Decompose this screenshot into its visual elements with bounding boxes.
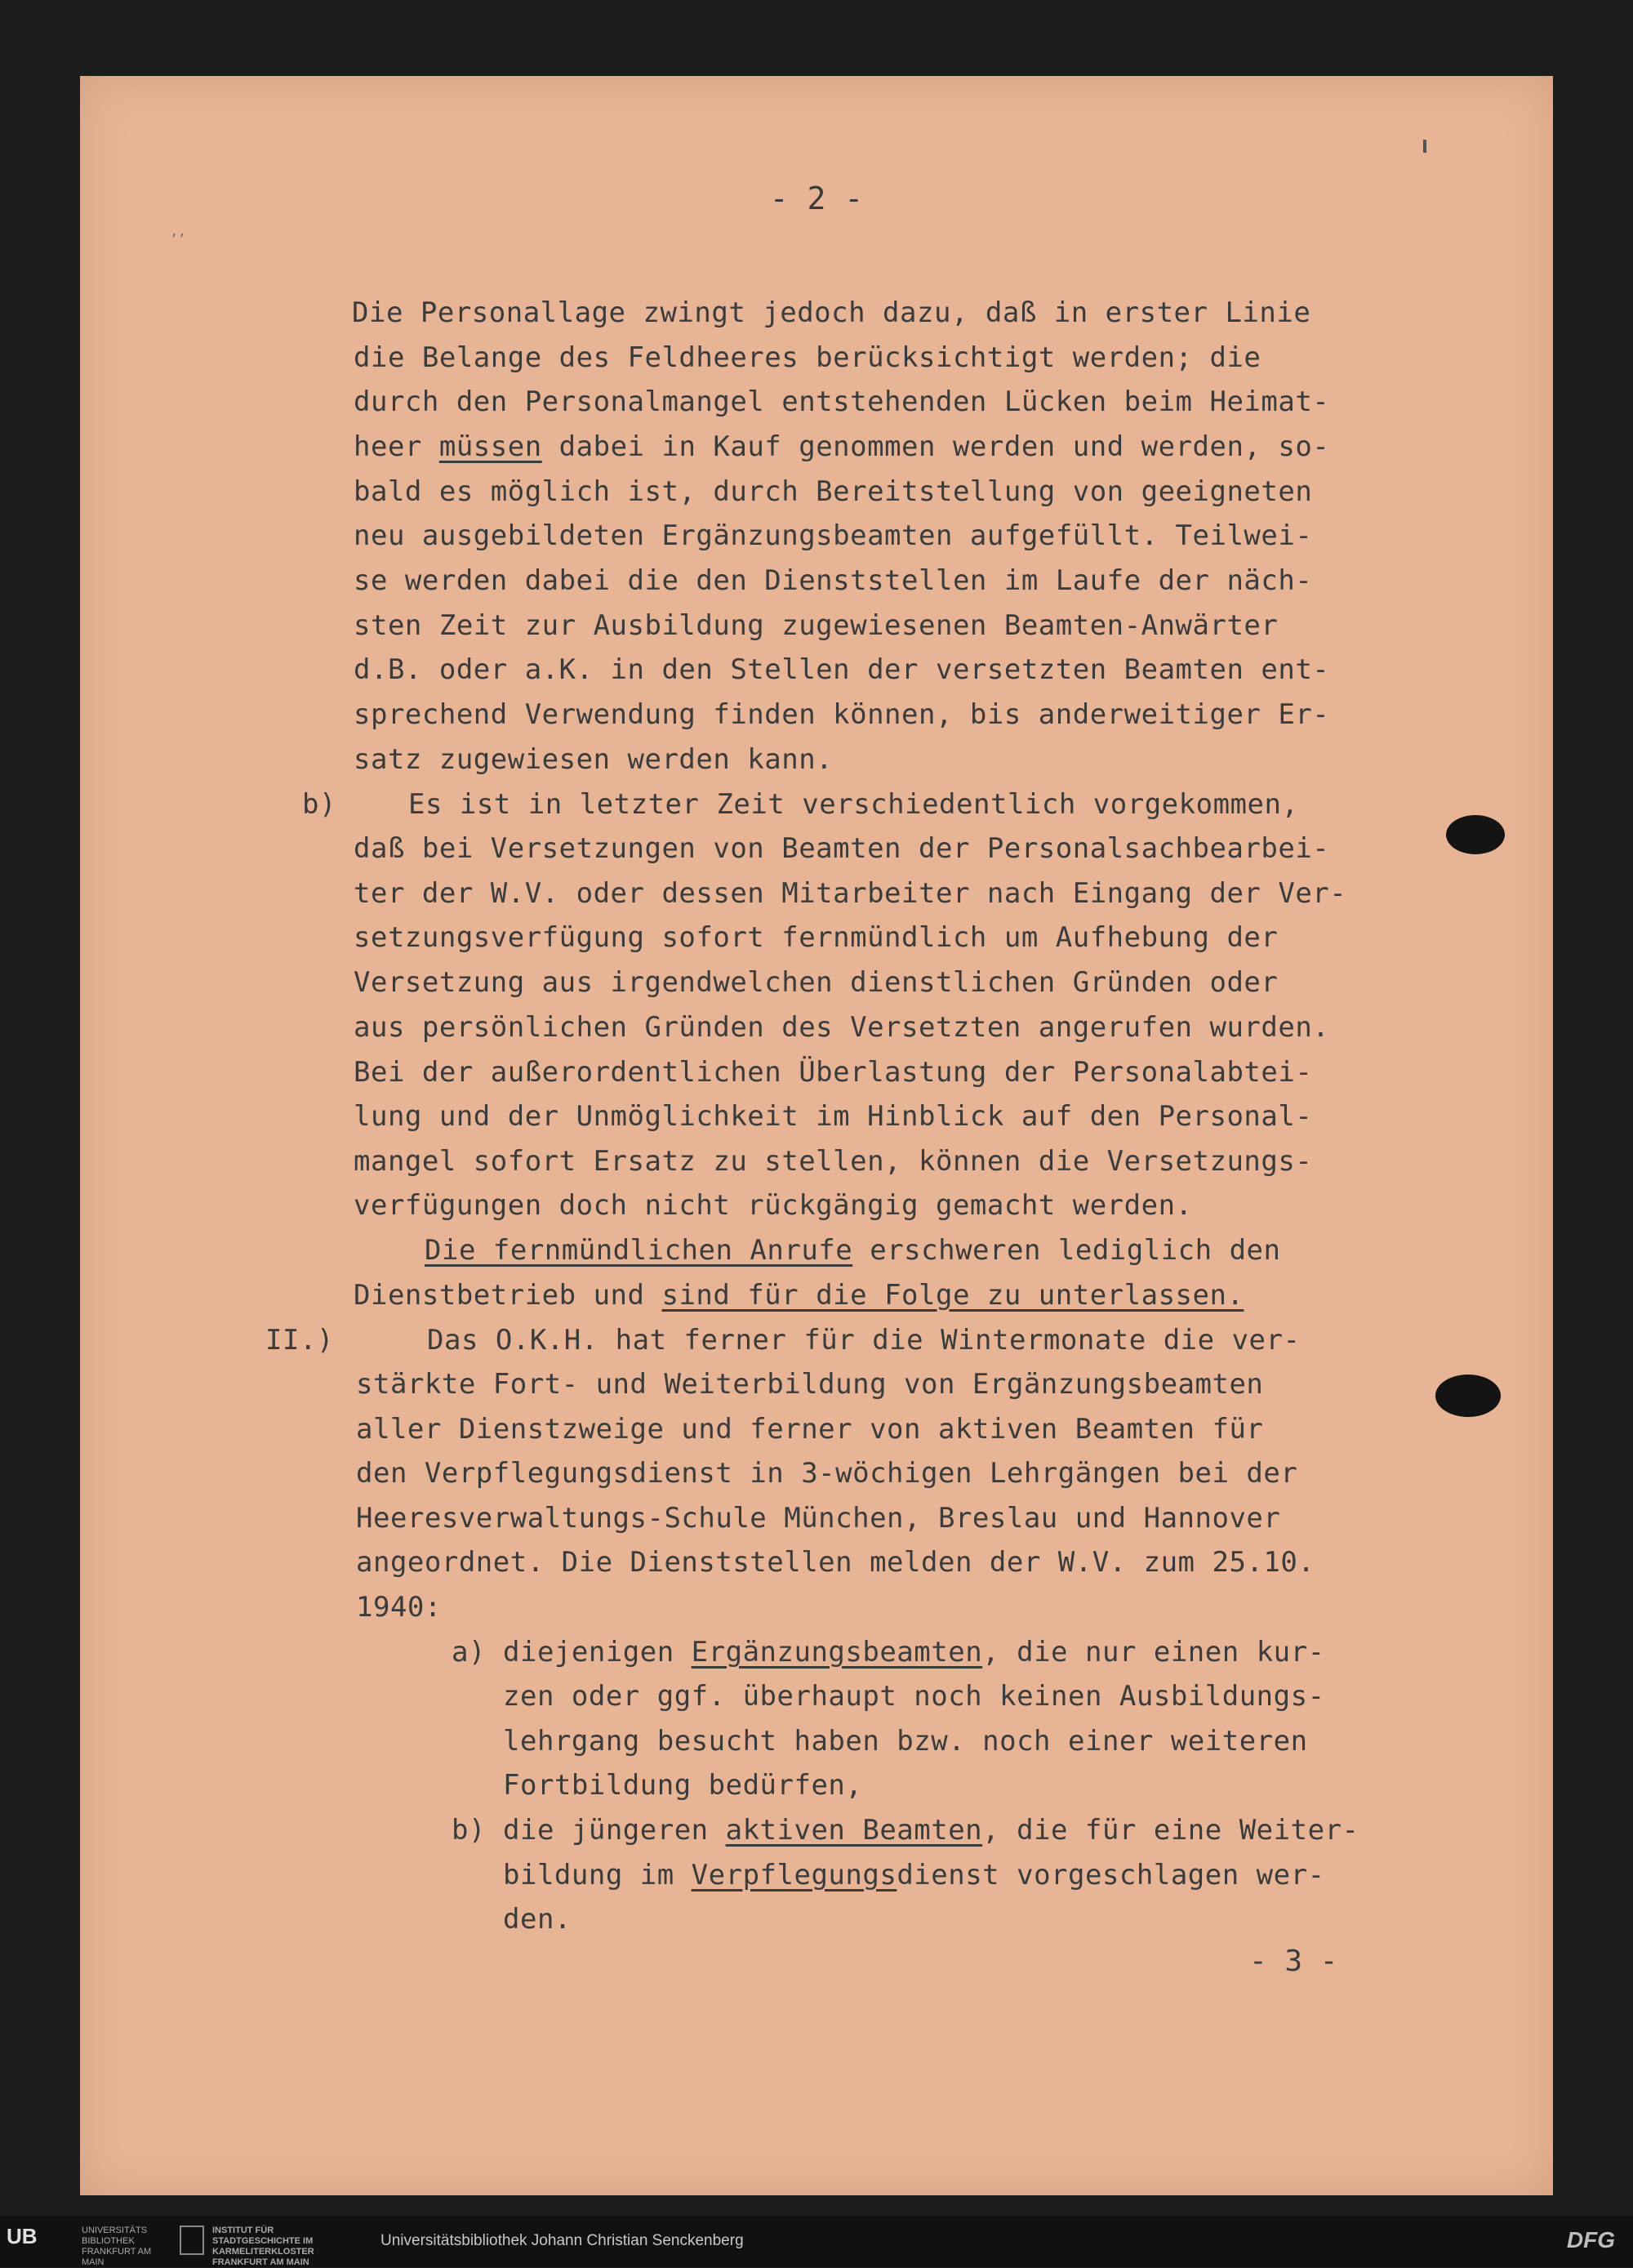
body-line: diejenigen Ergänzungsbeamten, die nur einen kur- bbox=[503, 1636, 1325, 1669]
body-line: den. bbox=[503, 1903, 572, 1936]
body-line: lehrgang besucht haben bzw. noch einer weiteren bbox=[503, 1725, 1308, 1758]
section-marker-b: b) bbox=[302, 788, 336, 821]
list-marker-a: a) bbox=[452, 1636, 486, 1669]
document-page bbox=[80, 76, 1553, 2195]
body-line: mangel sofort Ersatz zu stellen, können die Versetzungs- bbox=[354, 1145, 1313, 1178]
body-line: neu ausgebildeten Ergänzungsbeamten aufgefüllt. Teilwei- bbox=[354, 519, 1313, 552]
body-line: verfügungen doch nicht rückgängig gemacht werden. bbox=[354, 1189, 1193, 1222]
body-line: Fortbildung bedürfen, bbox=[503, 1769, 863, 1802]
body-line: Versetzung aus irgendwelchen dienstlichen Gründen oder bbox=[354, 966, 1279, 999]
body-line: den Verpflegungsdienst in 3-wöchigen Lehrgängen bei der bbox=[356, 1457, 1298, 1490]
institute-text: INSTITUT FÜR STADTGESCHICHTE IM KARMELITERKLOSTER FRANKFURT AM MAIN bbox=[212, 2226, 314, 2267]
body-line: heer müssen dabei in Kauf genommen werden und werden, so- bbox=[354, 430, 1330, 463]
body-line: 1940: bbox=[356, 1591, 442, 1624]
body-line: daß bei Versetzungen von Beamten der Personalsachbearbei- bbox=[354, 832, 1330, 865]
body-line: satz zugewiesen werden kann. bbox=[354, 743, 834, 776]
punch-hole-top bbox=[1446, 815, 1505, 854]
underlined-text: aktiven Beamten bbox=[725, 1814, 983, 1847]
body-line: aus persönlichen Gründen des Versetzten angerufen wurden. bbox=[354, 1011, 1330, 1044]
ub-library-text: UNIVERSITÄTS BIBLIOTHEK FRANKFURT AM MAIN bbox=[82, 2226, 152, 2267]
body-line: Die fernmündlichen Anrufe erschweren lediglich den bbox=[425, 1234, 1281, 1267]
body-line: die Belange des Feldheeres berücksichtigt werden; die bbox=[354, 341, 1261, 374]
body-line: Es ist in letzter Zeit verschiedentlich vorgekommen, bbox=[408, 788, 1299, 821]
body-line: d.B. oder a.K. in den Stellen der versetzten Beamten ent- bbox=[354, 653, 1330, 686]
body-line: lung und der Unmöglichkeit im Hinblick auf den Personal- bbox=[354, 1100, 1313, 1133]
body-line: setzungsverfügung sofort fernmündlich um Aufhebung der bbox=[354, 921, 1279, 954]
institute-emblem-icon bbox=[180, 2226, 204, 2255]
underlined-text: Die fernmündlichen Anrufe bbox=[425, 1234, 853, 1267]
body-line: stärkte Fort- und Weiterbildung von Ergänzungsbeamten bbox=[356, 1368, 1264, 1401]
body-line: Dienstbetrieb und sind für die Folge zu unterlassen. bbox=[354, 1279, 1244, 1312]
next-page-indicator: - 3 - bbox=[1249, 1945, 1338, 1978]
section-marker-II: II.) bbox=[265, 1324, 334, 1357]
body-line: angeordnet. Die Dienststellen melden der W.V. zum 25.10. bbox=[356, 1546, 1315, 1579]
dfg-logo: DFG bbox=[1566, 2227, 1615, 2252]
ub-logo: UB bbox=[7, 2224, 38, 2248]
underlined-text: sind für die Folge zu unterlassen. bbox=[661, 1279, 1244, 1312]
body-line: ter der W.V. oder dessen Mitarbeiter nach Eingang der Ver- bbox=[354, 877, 1347, 910]
footer-bar bbox=[0, 2216, 1633, 2267]
underlined-text: müssen bbox=[438, 430, 542, 463]
body-line: Das O.K.H. hat ferner für die Wintermonate die ver- bbox=[427, 1324, 1301, 1357]
body-line: durch den Personalmangel entstehenden Lücken beim Heimat- bbox=[354, 385, 1330, 418]
body-line: sprechend Verwendung finden können, bis anderweitiger Er- bbox=[354, 698, 1330, 731]
list-marker-b: b) bbox=[452, 1814, 486, 1847]
body-line: Heeresverwaltungs-Schule München, Breslau und Hannover bbox=[356, 1502, 1281, 1535]
page-number: - 2 - bbox=[769, 180, 864, 216]
punch-hole-bottom bbox=[1435, 1375, 1501, 1417]
body-line: aller Dienstzweige und ferner von aktiven Beamten für bbox=[356, 1413, 1264, 1446]
body-line: bildung im Verpflegungsdienst vorgeschlagen wer- bbox=[503, 1859, 1325, 1891]
library-caption: Universitätsbibliothek Johann Christian Senckenberg bbox=[380, 2232, 744, 2249]
underlined-text: Verpflegungs bbox=[691, 1859, 897, 1891]
underlined-text: Ergänzungsbeamten bbox=[691, 1636, 983, 1669]
body-line: zen oder ggf. überhaupt noch keinen Ausbildungs- bbox=[503, 1680, 1325, 1713]
margin-tick bbox=[1423, 140, 1426, 153]
body-line: die jüngeren aktiven Beamten, die für eine Weiter- bbox=[503, 1814, 1359, 1847]
body-line: bald es möglich ist, durch Bereitstellung von geeigneten bbox=[354, 475, 1313, 508]
body-line: Bei der außerordentlichen Überlastung der Personalabtei- bbox=[354, 1056, 1313, 1089]
margin-stamp: ʼʼ bbox=[170, 231, 186, 247]
body-line: Die Personallage zwingt jedoch dazu, daß in erster Linie bbox=[352, 296, 1311, 329]
body-line: se werden dabei die den Dienststellen im Laufe der näch- bbox=[354, 564, 1313, 597]
body-line: sten Zeit zur Ausbildung zugewiesenen Beamten-Anwärter bbox=[354, 609, 1279, 642]
